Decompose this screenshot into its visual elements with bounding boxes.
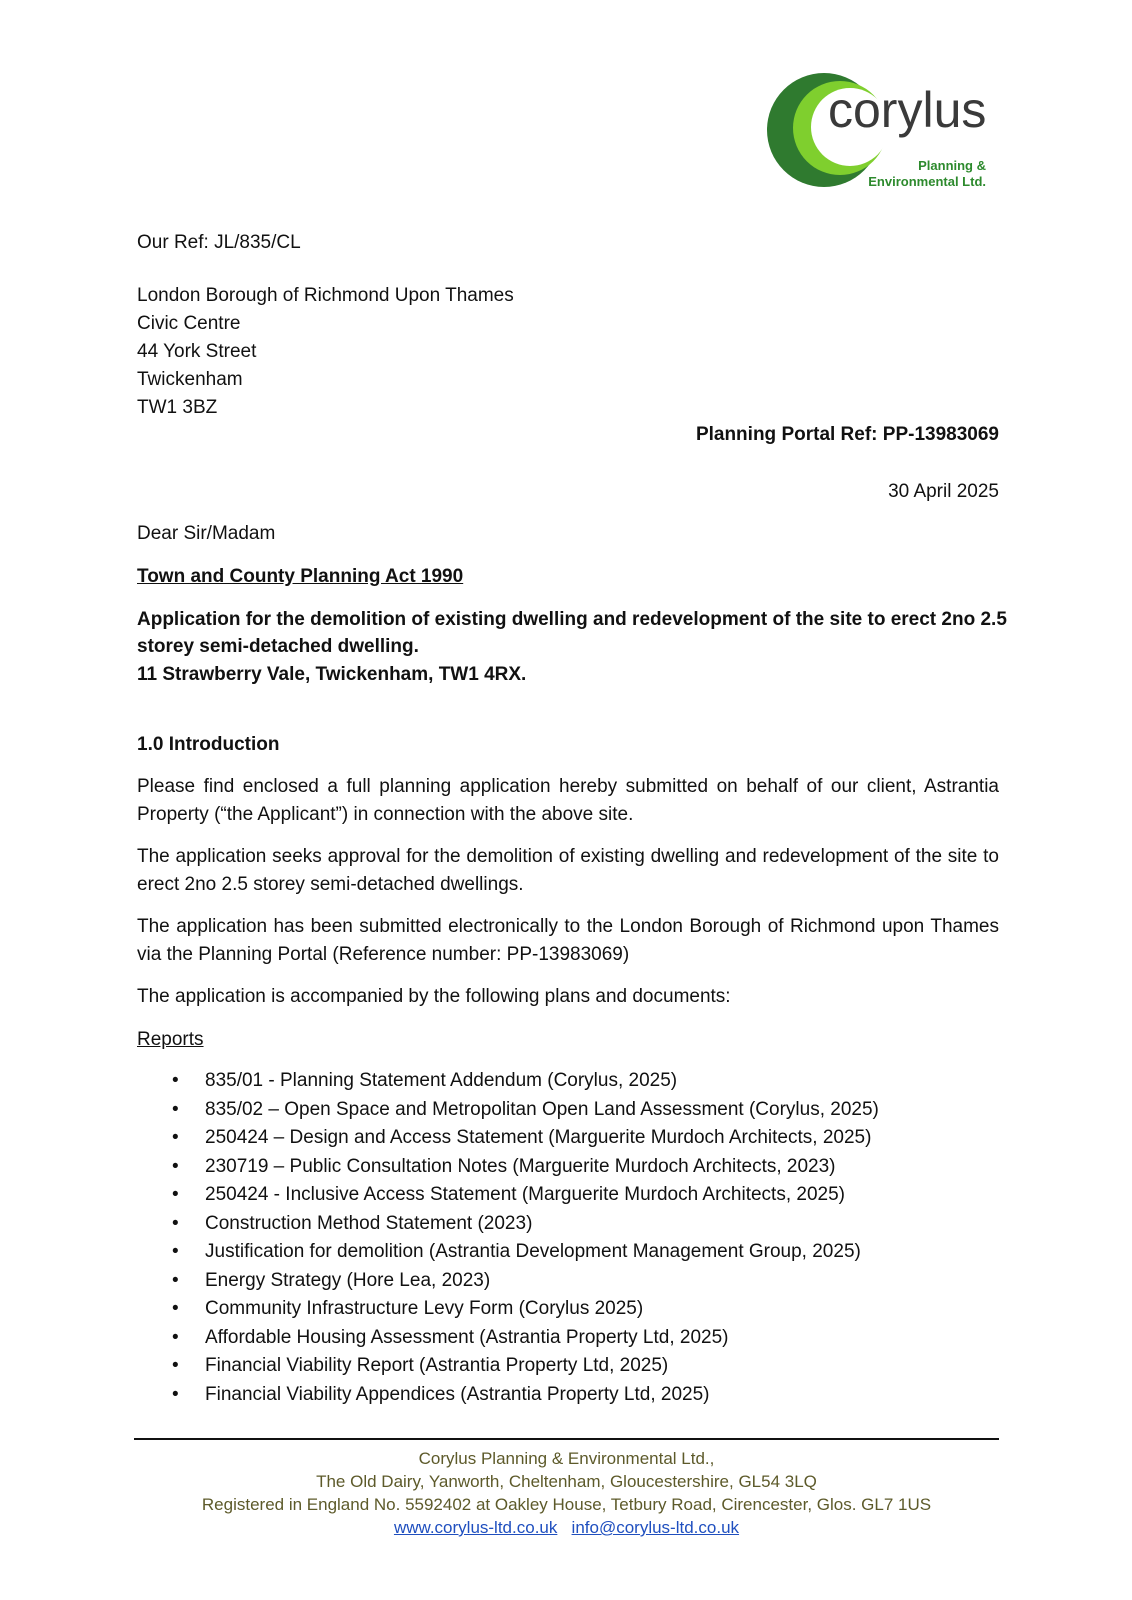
subject-line: storey semi-detached dwelling. (137, 636, 419, 657)
reports-heading: Reports (137, 1029, 204, 1050)
footer-registration: Registered in England No. 5592402 at Oakley House, Tetbury Road, Cirencester, Glos. GL7 1US (201, 1495, 932, 1514)
list-item (160, 1153, 879, 1182)
intro-paragraph: The application has been submitted electronically to the London Borough of Richmond upon Thames via the Planning Portal (Reference number: PP-13983069) (137, 916, 999, 965)
report-title: Financial Viability Report (Astrantia Property Ltd, 2025) (205, 1355, 669, 1376)
letter-date: 30 April 2025 (888, 481, 999, 502)
list-item (160, 1381, 879, 1410)
report-title: Affordable Housing Assessment (Astrantia Property Ltd, 2025) (205, 1326, 729, 1348)
website-link[interactable]: www.corylus-ltd.co.uk (393, 1518, 558, 1537)
list-item (160, 1352, 879, 1381)
our-reference: Our Ref: JL/835/CL (137, 232, 301, 253)
list-item (160, 1238, 879, 1267)
subject-line: Application for the demolition of existing dwelling and redevelopment of the site to erect 2no 2.5 (137, 609, 1007, 630)
list-item (160, 1210, 879, 1239)
bullet: • (172, 1241, 179, 1262)
section-heading: 1.0 Introduction (137, 734, 280, 755)
salutation: Dear Sir/Madam (137, 523, 276, 544)
report-title: 250424 – Design and Access Statement (Marguerite Murdoch Architects, 2025) (205, 1127, 872, 1148)
bullet: • (172, 1326, 179, 1348)
list-item (160, 1096, 879, 1125)
logo-subtitle-1: Planning & (918, 158, 986, 173)
address-line: TW1 3BZ (137, 397, 218, 418)
act-heading: Town and County Planning Act 1990 (137, 566, 464, 587)
bullet: • (172, 1269, 179, 1291)
report-title: 250424 - Inclusive Access Statement (Marguerite Murdoch Architects, 2025) (205, 1184, 845, 1205)
intro-paragraph: The application seeks approval for the demolition of existing dwelling and redevelopment of the site to erect 2no 2.5 storey semi-detached dwellings. (137, 846, 999, 895)
list-item (160, 1181, 879, 1210)
list-item (160, 1124, 879, 1153)
footer-links (134, 1516, 999, 1539)
intro-paragraph: Please find enclosed a full planning application hereby submitted on behalf of our client, Astrantia Property (“the Applicant”) in connection with the above site. (137, 776, 999, 825)
bullet: • (172, 1127, 179, 1148)
report-title: Community Infrastructure Levy Form (Corylus 2025) (205, 1298, 644, 1319)
bullet: • (172, 1212, 179, 1234)
list-item (160, 1267, 879, 1296)
address-line: Twickenham (137, 369, 243, 390)
address-line: Civic Centre (137, 313, 241, 334)
company-logo (770, 72, 1000, 192)
address-line: 44 York Street (137, 341, 257, 362)
report-title: Energy Strategy (Hore Lea, 2023) (205, 1269, 491, 1291)
bullet: • (172, 1184, 179, 1205)
bullet: • (172, 1383, 179, 1405)
list-item (160, 1295, 879, 1324)
intro-paragraph: The application is accompanied by the following plans and documents: (137, 986, 731, 1007)
email-link[interactable]: info@corylus-ltd.co.uk (571, 1518, 740, 1537)
report-title: 835/02 – Open Space and Metropolitan Open Land Assessment (Corylus, 2025) (205, 1098, 879, 1120)
address-line: London Borough of Richmond Upon Thames (137, 285, 514, 306)
bullet: • (172, 1355, 179, 1376)
footer-divider (134, 1438, 999, 1440)
report-title: Construction Method Statement (2023) (205, 1212, 533, 1234)
report-title: 230719 – Public Consultation Notes (Marguerite Murdoch Architects, 2023) (205, 1155, 836, 1177)
footer-company-name: Corylus Planning & Environmental Ltd., (418, 1449, 715, 1468)
bullet: • (172, 1070, 179, 1091)
list-item (160, 1067, 879, 1096)
report-title: 835/01 - Planning Statement Addendum (Corylus, 2025) (205, 1070, 678, 1091)
logo-subtitle-2: Environmental Ltd. (868, 174, 986, 189)
subject-line: 11 Strawberry Vale, Twickenham, TW1 4RX. (137, 664, 527, 685)
bullet: • (172, 1298, 179, 1319)
logo-wordmark: corylus (828, 82, 987, 138)
report-title: Justification for demolition (Astrantia Development Management Group, 2025) (205, 1241, 861, 1262)
footer-address: The Old Dairy, Yanworth, Cheltenham, Gloucestershire, GL54 3LQ (316, 1472, 817, 1491)
list-item (160, 1324, 879, 1353)
bullet: • (172, 1098, 179, 1120)
planning-portal-reference: Planning Portal Ref: PP-13983069 (695, 424, 999, 445)
report-title: Financial Viability Appendices (Astrantia Property Ltd, 2025) (205, 1383, 710, 1405)
reports-list (160, 1067, 879, 1409)
bullet: • (172, 1155, 179, 1177)
